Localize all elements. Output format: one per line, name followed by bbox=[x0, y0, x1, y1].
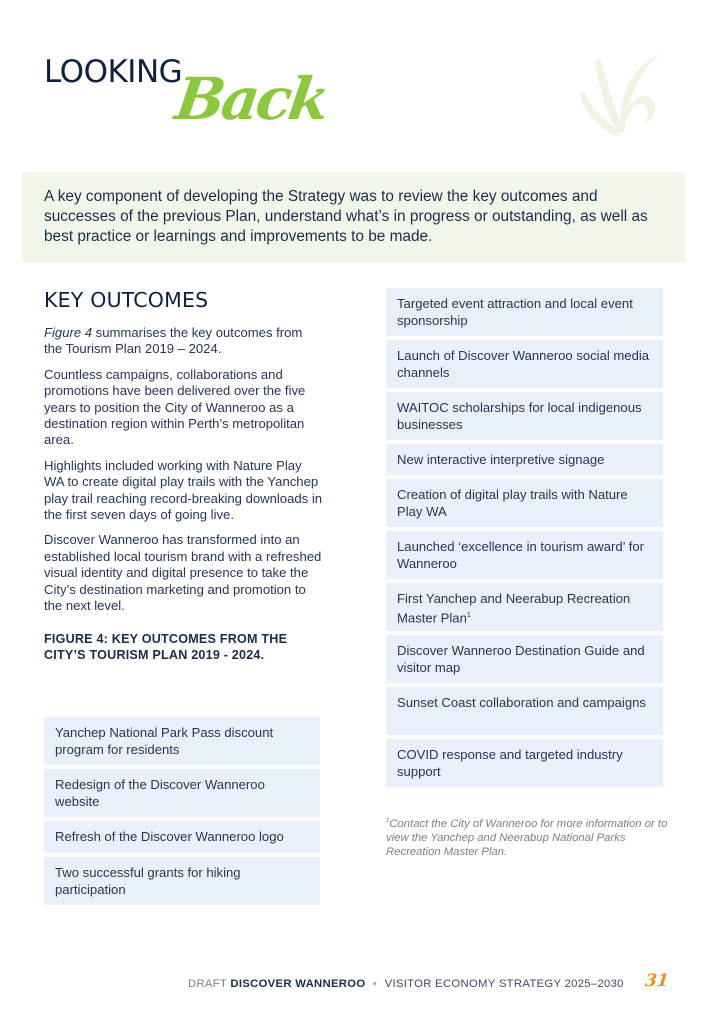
outcome-item: Launch of Discover Wanneroo social media channels bbox=[386, 340, 663, 388]
brand-paragraph: Discover Wanneroo has transformed into an established local tourism brand with a refreshed visual identity and digital presence to take the City’s destination marketing and promotion to the next level. bbox=[44, 532, 322, 614]
title-looking: LOOKING bbox=[44, 54, 183, 90]
page-number: 31 bbox=[643, 971, 670, 991]
leaf-sprout-icon bbox=[568, 42, 668, 142]
outcome-item-text: First Yanchep and Neerabup Recreation Master Plan bbox=[397, 591, 631, 626]
footer-doc-title: VISITOR ECONOMY STRATEGY 2025–2030 bbox=[384, 978, 624, 990]
footer-draft: DRAFT bbox=[188, 978, 227, 990]
outcome-item: New interactive interpretive signage bbox=[386, 444, 663, 475]
outcome-item: Yanchep National Park Pass discount program for residents bbox=[44, 717, 320, 765]
outcome-item: Targeted event attraction and local event sponsorship bbox=[386, 288, 663, 336]
footnote-marker: 1 bbox=[466, 611, 471, 619]
outcome-item: Launched ‘excellence in tourism award’ for Wanneroo bbox=[386, 531, 663, 579]
footnote-text: Contact the City of Wanneroo for more information or to view the Yanchep and Neerabup National Parks Recreation Master Plan. bbox=[386, 817, 668, 858]
outcome-item: Refresh of the Discover Wanneroo logo bbox=[44, 821, 320, 853]
outcome-item: Sunset Coast collaboration and campaigns bbox=[386, 687, 663, 735]
intro-paragraph bbox=[44, 325, 324, 358]
footnote-marker: 1 bbox=[386, 818, 390, 824]
title-back: Back bbox=[171, 65, 331, 133]
outcome-item: COVID response and targeted industry support bbox=[386, 739, 663, 787]
key-outcomes-section bbox=[44, 288, 324, 664]
figure-caption: FIGURE 4: KEY OUTCOMES FROM THE CITY’S TOURISM PLAN 2019 - 2024. bbox=[44, 631, 288, 662]
page-footer bbox=[188, 978, 624, 990]
intro-callout bbox=[22, 172, 685, 262]
outcome-item: Two successful grants for hiking participation bbox=[44, 857, 320, 905]
highlights-paragraph: Highlights included working with Nature Play WA to create digital play trails with the Yanchep play trail reaching record-breaking downloads in the first seven days of going live. bbox=[44, 457, 323, 523]
outcome-item: Creation of digital play trails with Nature Play WA bbox=[386, 479, 663, 527]
outcome-item: WAITOC scholarships for local indigenous businesses bbox=[386, 392, 663, 440]
key-outcomes-heading: KEY OUTCOMES bbox=[44, 288, 209, 312]
figure-reference: Figure 4 bbox=[44, 325, 93, 340]
footnote bbox=[386, 814, 671, 859]
intro-paragraph-text: summarises the key outcomes from the Tourism Plan 2019 – 2024. bbox=[44, 325, 303, 357]
outcome-item: Redesign of the Discover Wanneroo website bbox=[44, 769, 320, 817]
intro-callout-text: A key component of developing the Strategy was to review the key outcomes and successes of the previous Plan, understand what’s in progress or outstanding, as well as best practice or learnings and improvements to be made. bbox=[44, 188, 648, 245]
outcome-item bbox=[386, 583, 663, 631]
campaigns-paragraph: Countless campaigns, collaborations and promotions have been delivered over the five years to position the City of Wanneroo as a destination region within Perth’s metropolitan area. bbox=[44, 366, 306, 448]
footer-brand: DISCOVER WANNEROO bbox=[230, 978, 366, 990]
footer-separator: • bbox=[372, 978, 378, 990]
outcome-item: Discover Wanneroo Destination Guide and visitor map bbox=[386, 635, 663, 683]
